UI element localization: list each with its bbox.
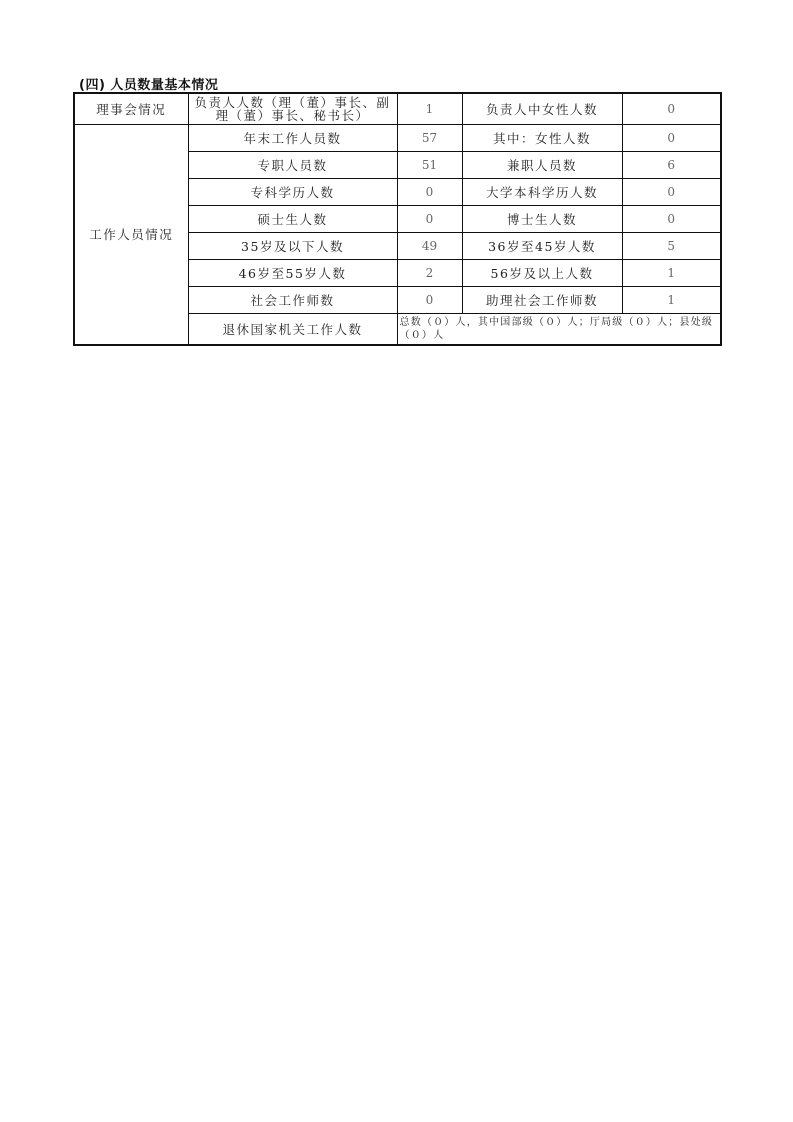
- council-row: [74, 93, 721, 125]
- row-value-a: 2: [397, 260, 462, 287]
- row-label-b: 博士生人数: [462, 206, 622, 233]
- row-label-a: 专职人员数: [188, 152, 397, 179]
- staff-count-table: [73, 92, 722, 346]
- row-label-b: 其中：女性人数: [462, 125, 622, 152]
- row-value-a: 57: [397, 125, 462, 152]
- row-label-b: 36岁至45岁人数: [462, 233, 622, 260]
- row-label-a: 硕士生人数: [188, 206, 397, 233]
- retired-value: 总数（０）人，其中国部级（０）人；厅局级（０）人；县处级（０）人: [397, 314, 721, 346]
- council-label: 理事会情况: [74, 93, 188, 125]
- row-label-a: 年末工作人员数: [188, 125, 397, 152]
- row-label-a: 社会工作师数: [188, 287, 397, 314]
- row-label-b: 兼职人员数: [462, 152, 622, 179]
- row-value-a: 0: [397, 179, 462, 206]
- leaders-value: 1: [397, 93, 462, 125]
- row-label-b: 助理社会工作师数: [462, 287, 622, 314]
- female-leaders-value: 0: [622, 93, 721, 125]
- row-value-a: 51: [397, 152, 462, 179]
- leaders-label: 负责人人数（理（董）事长、副理（董）事长、秘书长）: [188, 93, 397, 125]
- row-value-a: 0: [397, 206, 462, 233]
- row-value-a: 49: [397, 233, 462, 260]
- row-value-b: 6: [622, 152, 721, 179]
- row-label-a: 35岁及以下人数: [188, 233, 397, 260]
- row-value-b: 0: [622, 179, 721, 206]
- row-label-a: 专科学历人数: [188, 179, 397, 206]
- row-value-b: 0: [622, 125, 721, 152]
- row-label-a: 46岁至55岁人数: [188, 260, 397, 287]
- section-title: (四) 人员数量基本情况: [79, 78, 219, 93]
- row-value-a: 0: [397, 287, 462, 314]
- row-value-b: 1: [622, 260, 721, 287]
- staff-label: 工作人员情况: [74, 125, 188, 346]
- row-label-b: 大学本科学历人数: [462, 179, 622, 206]
- row-value-b: 5: [622, 233, 721, 260]
- female-leaders-label: 负责人中女性人数: [462, 93, 622, 125]
- row-value-b: 1: [622, 287, 721, 314]
- table-row: [74, 125, 721, 152]
- retired-label: 退休国家机关工作人数: [188, 314, 397, 346]
- row-label-b: 56岁及以上人数: [462, 260, 622, 287]
- row-value-b: 0: [622, 206, 721, 233]
